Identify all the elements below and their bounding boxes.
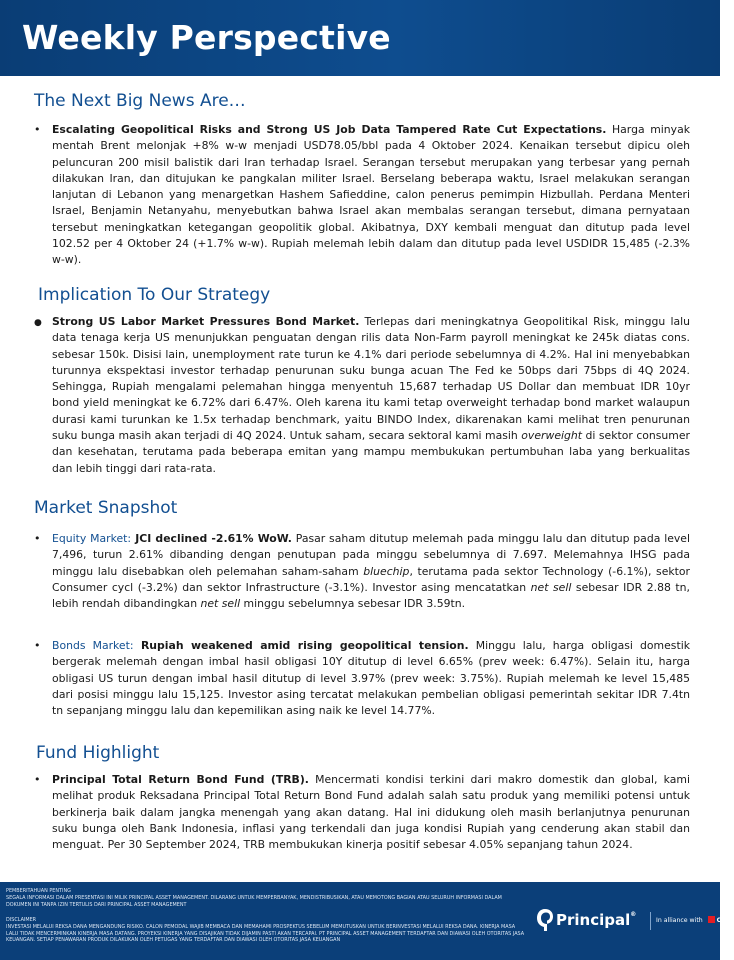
logo-divider [650, 912, 651, 930]
news-lead: Escalating Geopolitical Risks and Strong US Job Data Tampered Rate Cut Expectations. [52, 123, 607, 136]
strategy-lead: Strong US Labor Market Pressures Bond Market. [52, 315, 360, 328]
section-title-news: The Next Big News Are… [34, 91, 246, 111]
equity-italic-2: net sell [530, 580, 572, 594]
bonds-block [34, 638, 690, 719]
disclaimer-body: INVESTASI MELALUI REKSA DANA MENGANDUNG RISIKO. CALON PEMODAL WAJIB MEMBACA DAN MEMAHAMI PROSPEKTUS SEBELUM MEMUTUSKAN UNTUK BERINVESTASI MELALUI REKSA DANA. KINERJA MASA LALU TIDAK MENCERMINKAN KINERJA MASA DATANG. PROYEKSI KINERJA YANG DISAJIKAN TIDAK DIJAMIN PASTI AKAN TERCAPAI. PT PRINCIPAL ASSET MANAGEMENT TERDAFTAR DAN DIAWASI OLEH OTORITAS JASA KEUANGAN. SETIAP PENAWARAN PRODUK DILAKUKAN OLEH PETUGAS YANG TERDAFTAR DAN DIAWASI OLEH OTORITAS JASA KEUANGAN [6, 924, 525, 944]
equity-body-3: sebesar IDR 2.88 tn, lebih rendah dibandingkan [52, 580, 690, 611]
strategy-body-2: di sektor consumer dan kesehatan, terutama pada beberapa emitan yang mampu membukukan pertumbuhan laba yang berkualitas dan lebih tinggi dari rata-rata. [52, 429, 691, 475]
equity-body-1: Pasar saham ditutup melemah pada minggu lalu dan ditutup pada level 7,496, turun 2.61% dibanding dengan penutupan pada minggu sebelumnya di 7.697. Melemahnya IHSG pada minggu lalu disebabkan oleh pelemahan saham-saham [52, 532, 690, 578]
logo-word: Principal [556, 911, 631, 929]
cimb-label: CIMB [716, 917, 734, 924]
bullet-marker: • [34, 639, 41, 652]
equity-italic-1: bluechip [363, 564, 410, 578]
bonds-paragraph [34, 638, 690, 719]
bullet-marker: • [34, 123, 41, 136]
equity-block [34, 531, 690, 612]
bonds-label: Bonds Market: [52, 639, 134, 652]
bullet-marker: • [34, 773, 41, 786]
principal-logo-icon [536, 908, 554, 932]
fund-body: Mencermati kondisi terkini dari makro domestik dan global, kami melihat produk Reksadana Principal Total Return Bond Fund adalah salah satu produk yang memiliki potensi untuk berkinerja baik dalam jangka menengah yang akan datang. Hal ini didukung oleh masih berlanjutnya penurunan suku bunga oleh Bank Indonesia, inflasi yang terkendali dan juga kondisi Rupiah yang cenderung akan stabil dan menguat. Per 30 September 2024, TRB membukukan kinerja positif sebesar 4.05% sepanjang tahun 2024. [52, 773, 690, 852]
equity-label: Equity Market: [52, 532, 132, 545]
equity-lead: JCI declined -2.61% WoW. [131, 532, 292, 545]
section-title-strategy: Implication To Our Strategy [38, 285, 271, 305]
bullet-marker: • [34, 532, 41, 545]
principal-logo [536, 908, 734, 934]
notice-title: PEMBERITAHUAN PENTING [6, 888, 71, 894]
equity-paragraph [34, 531, 690, 612]
footer [0, 882, 734, 960]
news-block [34, 122, 690, 269]
page-title: Weekly Perspective [22, 18, 391, 57]
alliance-text [656, 916, 734, 924]
strategy-block [34, 314, 690, 477]
strategy-paragraph [34, 314, 690, 477]
fund-paragraph [34, 772, 690, 853]
strategy-body-1: Terlepas dari meningkatnya Geopolitikal Risk, minggu lalu data tenaga kerja US menunjukkan penguatan dengan rilis data Non-Farm payroll meningkat ke 245k diatas cons. sebesar 150k. Disisi lain, unemployment rate turun ke 4.1% dari periode sebelumnya di 4.2%. Hal ini menyebabkan turunnya ekspektasi investor terhadap penurunan suku bunga acuan The Fed ke 50bps dari 75bps di 4Q 2024. Sehingga, Rupiah mengalami pelemahan hingga menyentuh 15,687 terhadap US Dollar dan membuat IDR 10yr bond yield meningkat ke 6.72% dari 6.47%. Oleh karena itu kami tetap overweight terhadap bond market walaupun durasi kami turunkan ke 1.5x terhadap benchmark, yaitu BINDO Index, dikarenakan kami melihat tren penurunan suku bunga masih akan terjadi di 4Q 2024. Untuk saham, secara sektoral kami masih [52, 315, 690, 443]
equity-italic-3: net sell [200, 597, 241, 611]
section-title-fund: Fund Highlight [36, 743, 160, 763]
disclaimer-title: DISCLAIMER [6, 917, 37, 923]
cimb-logo-icon [708, 916, 715, 923]
equity-body-4: minggu sebelumnya sebesar IDR 3.59tn. [240, 597, 466, 611]
bonds-lead: Rupiah weakened amid rising geopolitical tension. [133, 639, 469, 652]
principal-logo-text [556, 911, 636, 929]
equity-body-2: , terutama pada sektor Technology (-6.1%), sektor Consumer cycl (-3.2%) dan sektor Infrastructure (-3.1%). Investor asing mencatatkan [52, 564, 690, 594]
bullet-marker: ● [34, 318, 42, 328]
alliance-label: In alliance with [656, 917, 703, 924]
strategy-italic: overweight [521, 429, 583, 443]
news-body: Harga minyak mentah Brent melonjak +8% w-w menjadi USD78.05/bbl pada 4 Oktober 2024. Kenaikan tersebut dipicu oleh peluncuran 200 misil balistik dari Iran terhadap Israel. Serangan tersebut merupakan yang terbesar yang pernah dilakukan Iran, dan ditujukan ke pangkalan militer Israel. Berselang beberapa waktu, Israel melakukan serangan lanjutan di Lebanon yang menargetkan Hashem Safieddine, calon penerus pemimpin Hizbullah. Perdana Menteri Israel, Benjamin Netanyahu, menyebutkan bahwa Israel akan membalas serangan tersebut, dimana pernyataan tersebut meningkatkan ketegangan geopolitik global. Akibatnya, DXY kembali menguat dan ditutup pada level 102.52 per 4 Oktober 24 (+1.7% w-w). Rupiah melemah lebih dalam dan ditutup pada level USDIDR 15,485 (-2.3% w-w). [52, 123, 691, 267]
notice-body: SEGALA INFORMASI DALAM PRESENTASI INI MILIK PRINCIPAL ASSET MANAGEMENT. DILARANG UNTUK MEMPERBANYAK, MENDISTRIBUSIKAN, ATAU MEMOTONG BAGIAN ATAU SELURUH INFORMASI DALAM DOKUMEN INI TANPA IZIN TERTULIS DARI PRINCIPAL ASSET MANAGEMENT [6, 895, 502, 908]
fund-lead: Principal Total Return Bond Fund (TRB). [52, 773, 309, 786]
bonds-body: Minggu lalu, harga obligasi domestik bergerak melemah dengan imbal hasil obligasi 10Y ditutup di level 6.65% (prev week: 6.47%). Selain itu, harga obligasi US turun dengan imbal hasil ditutup di level 3.97% (prev week: 3.75%). Rupiah melemah ke level 15,485 dari posisi minggu lalu 15,125. Investor asing tercatat melakukan pembelian obligasi pemerintah sekitar IDR 7.4tn tn sepanjang minggu lalu dan kepemilikan asing naik ke level 14.77%. [52, 639, 690, 718]
header-banner [0, 0, 720, 76]
section-title-snapshot: Market Snapshot [34, 498, 178, 518]
logo-registered: ® [630, 911, 637, 918]
fund-block [34, 772, 690, 853]
news-paragraph [34, 122, 690, 269]
